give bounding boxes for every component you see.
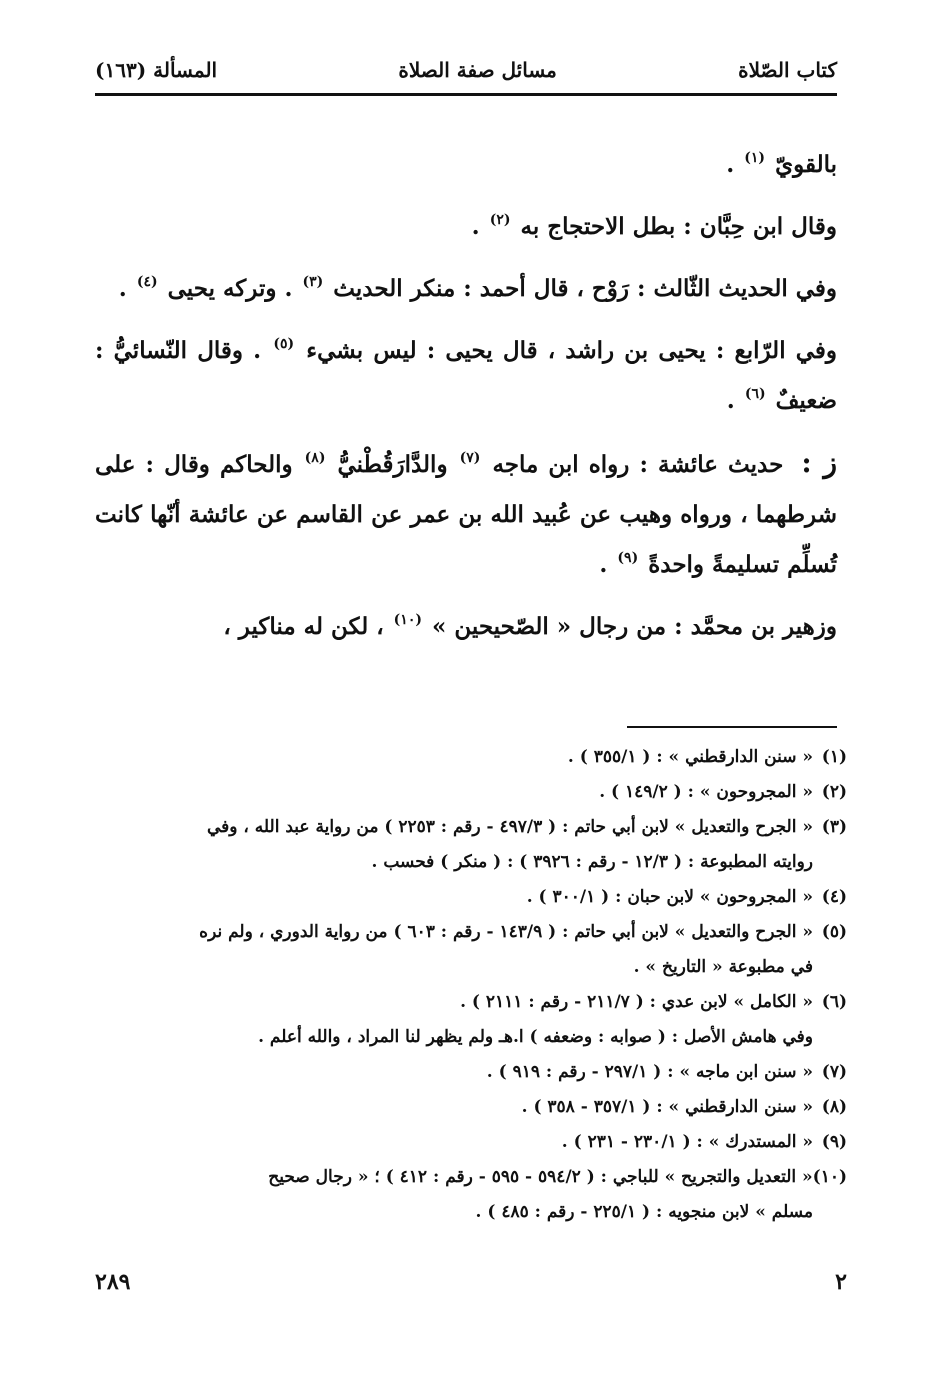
paragraph-tail: . xyxy=(118,275,127,302)
footnote-ref: (٨) xyxy=(304,450,326,466)
paragraph-text: بالقويّ xyxy=(775,151,837,178)
footnote-ref: (٣) xyxy=(302,274,324,290)
footnote-text: « التعديل والتجريح » للباجي : ( ٥٩٤/٢ - ٥٩٥ - رقم : ٤١٢ ) ؛ « رجال صحيح xyxy=(268,1167,813,1187)
footnote-ref: (٤) xyxy=(136,274,158,290)
paragraph xyxy=(95,326,837,426)
footnote-number: (١٠) xyxy=(812,1167,847,1187)
footnote-number: (٨) xyxy=(821,1097,847,1117)
section-title: مسائل صفة الصلاة xyxy=(398,58,557,82)
footnote-text: « الجرح والتعديل » لابن أبي حاتم : ( ١٤٣/٩ - رقم : ٦٠٣ ) من رواية الدوري ، ولم نره xyxy=(199,922,813,942)
footnote-text: « الكامل » لابن عدي : ( ٢١١/٧ - رقم : ٢١١١ ) . xyxy=(460,992,813,1012)
footnote-continuation: روايته المطبوعة : ( ١٢/٣ - رقم : ٣٩٢٦ ) : ( منكر ) فحسب . xyxy=(371,852,813,872)
paragraph-tail: . xyxy=(599,551,608,578)
footnote-item xyxy=(95,880,847,915)
paragraph-tail: . xyxy=(726,151,735,178)
footnote-ref: (٢) xyxy=(489,212,511,228)
footnote-ref: (٧) xyxy=(459,450,481,466)
footnote-text: « المجروحون » : ( ١٤٩/٢ ) . xyxy=(599,782,813,802)
paragraph-text: . وتركه يحيى xyxy=(167,275,293,302)
footnote-text: « المستدرك » : ( ٢٣٠/١ - ٢٣١ ) . xyxy=(561,1132,813,1152)
paragraph-text: وفي الرّابع : يحيى بن راشد ، قال يحيى : ليس بشيء xyxy=(306,337,837,364)
footnote-text: « الجرح والتعديل » لابن أبي حاتم : ( ٤٩٧/٣ - رقم : ٢٢٥٣ ) من رواية عبد الله ، وفي xyxy=(206,817,813,837)
footnote-ref: (٦) xyxy=(744,386,766,402)
footnote-item xyxy=(95,1125,847,1160)
footnote-item xyxy=(95,810,847,845)
footnote-number: (٢) xyxy=(821,782,847,802)
footnote-text: « المجروحون » لابن حبان : ( ٣٠٠/١ ) . xyxy=(526,887,813,907)
footnote-ref: (٥) xyxy=(273,336,295,352)
footnote-ref: (١٠) xyxy=(393,612,422,628)
paragraph-text: وفي الحديث الثّالث : رَوْح ، قال أحمد : منكر الحديث xyxy=(333,275,837,302)
footnote-item xyxy=(95,1055,847,1090)
footnote-item xyxy=(95,775,847,810)
paragraph-text: وزهير بن محمَّد : من رجال « الصّحيحين » xyxy=(431,613,837,640)
paragraph xyxy=(95,264,837,314)
paragraph-tail: ، لكن له مناكير ، xyxy=(223,613,384,640)
footnote-item xyxy=(95,915,847,950)
volume-number: ٢ xyxy=(835,1269,847,1295)
footnotes xyxy=(95,740,847,1230)
book-title: كتاب الصّلاة xyxy=(738,58,837,82)
header-rule xyxy=(95,93,837,96)
footnote-continuation: مسلم » لابن منجويه : ( ٢٢٥/١ - رقم : ٤٨٥ ) . xyxy=(475,1202,813,1222)
footnote-number: (٧) xyxy=(821,1062,847,1082)
footnote-number: (٩) xyxy=(821,1132,847,1152)
footnote-item xyxy=(95,985,847,1020)
issue-label: المسألة (١٦٣) xyxy=(95,58,218,82)
paragraph-tail: . xyxy=(726,387,735,414)
footnote-text: « سنن الدارقطني » : ( ٣٥٧/١ - ٣٥٨ ) . xyxy=(521,1097,813,1117)
footnote-text: « سنن الدارقطني » : ( ٣٥٥/١ ) . xyxy=(567,747,813,767)
main-text xyxy=(95,140,837,664)
footnote-item xyxy=(95,740,847,775)
footnote-number: (٦) xyxy=(821,992,847,1012)
paragraph xyxy=(95,438,837,590)
paragraph-text: والحاكم وقال : على شرطهما ، ورواه وهيب عن عُبيد الله بن عمر عن القاسم عن عائشة أنّها كانت تُسلِّم تسليمةً واحدةً xyxy=(95,451,837,578)
paragraph-text: . وقال النّسائيُّ : ضعيفٌ xyxy=(95,337,837,414)
paragraph-text: حديث عائشة : رواه ابن ماجه xyxy=(492,451,784,478)
footnote-item xyxy=(95,1160,847,1195)
footnote-number: (٣) xyxy=(821,817,847,837)
footnote-ref: (١) xyxy=(744,150,766,166)
paragraph xyxy=(95,602,837,652)
page-number: ٢٨٩ xyxy=(95,1269,131,1295)
footnote-item xyxy=(95,1090,847,1125)
footnote-separator xyxy=(627,726,837,728)
paragraph-tail: . xyxy=(471,213,480,240)
paragraph xyxy=(95,202,837,252)
paragraph xyxy=(95,140,837,190)
footnote-number: (٥) xyxy=(821,922,847,942)
paragraph-text: والدَّارَقُطْنيُّ xyxy=(337,451,448,478)
footnote-number: (١) xyxy=(821,747,847,767)
page-footer xyxy=(95,1262,847,1302)
section-letter: ز : xyxy=(801,446,838,479)
footnote-number: (٤) xyxy=(821,887,847,907)
footnote-ref: (٩) xyxy=(617,550,639,566)
footnote-continuation: في مطبوعة « التاريخ » . xyxy=(633,957,813,977)
paragraph-text: وقال ابن حِبَّان : بطل الاحتجاج به xyxy=(520,213,837,240)
page-header xyxy=(95,52,837,88)
footnote-continuation: وفي هامش الأصل : ( صوابه : وضعفه ) ا.هـ ولم يظهر لنا المراد ، والله أعلم . xyxy=(258,1027,813,1047)
footnote-text: « سنن ابن ماجه » : ( ٢٩٧/١ - رقم : ٩١٩ ) . xyxy=(486,1062,813,1082)
